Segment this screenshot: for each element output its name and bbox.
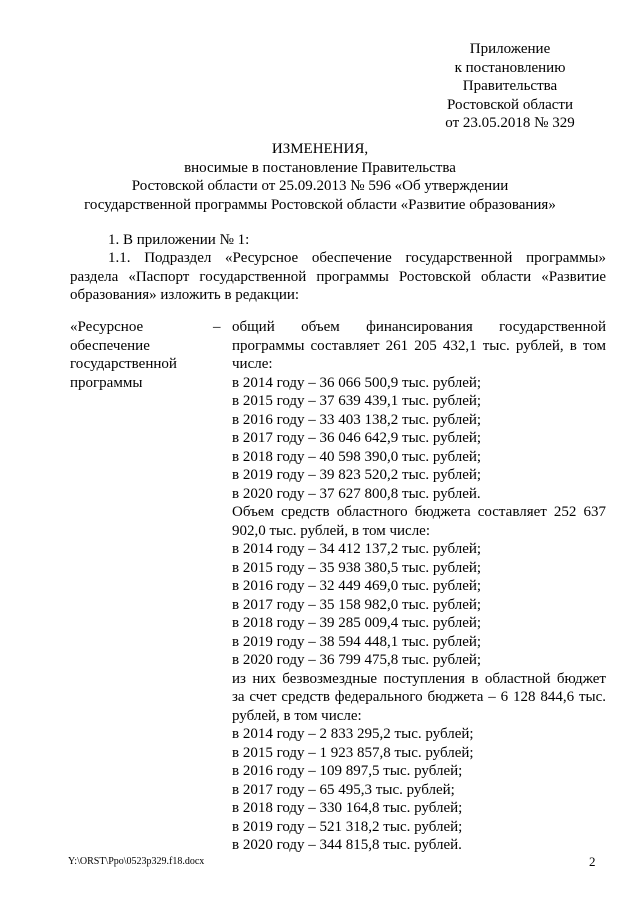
list-item: в 2018 году – 40 598 390,0 тыс. рублей; bbox=[232, 448, 482, 465]
list-item: в 2016 году – 32 449 469,0 тыс. рублей; bbox=[232, 578, 482, 594]
list-item: в 2017 году – 35 158 982,0 тыс. рублей; bbox=[232, 596, 482, 613]
heading-title: ИЗМЕНЕНИЯ, bbox=[271, 141, 369, 157]
list-item: в 2020 году – 36 799 475,8 тыс. рублей; bbox=[232, 652, 482, 668]
list-item: в 2019 году – 521 318,2 тыс. рублей; bbox=[232, 818, 463, 835]
appendix-line: к постановлению bbox=[454, 59, 566, 76]
heading-line: вносимые в постановление Правительства bbox=[184, 159, 456, 176]
list-item: в 2019 году – 38 594 448,1 тыс. рублей; bbox=[232, 633, 482, 650]
paragraph-1-1 bbox=[70, 249, 606, 305]
resource-label-line: программы bbox=[70, 374, 143, 391]
appendix-block bbox=[420, 40, 600, 133]
list-item: в 2018 году – 39 285 009,4 тыс. рублей; bbox=[232, 615, 482, 631]
resource-content bbox=[232, 318, 606, 855]
heading-line: государственной программы Ростовской области «Развитие образования» bbox=[84, 196, 556, 213]
list-item: в 2016 году – 109 897,5 тыс. рублей; bbox=[232, 763, 463, 779]
list-item: в 2017 году – 65 495,3 тыс. рублей; bbox=[232, 781, 455, 798]
federal-years-list bbox=[232, 725, 606, 855]
resource-label-line: «Ресурсное bbox=[70, 319, 144, 335]
list-item: в 2015 году – 1 923 857,8 тыс. рублей; bbox=[232, 744, 474, 761]
list-item: в 2017 году – 36 046 642,9 тыс. рублей; bbox=[232, 430, 482, 446]
list-item: в 2020 году – 344 815,8 тыс. рублей. bbox=[232, 837, 462, 853]
appendix-line: Ростовской области bbox=[447, 96, 573, 113]
paragraph-1-1-first-line: 1.1. Подраздел «Ресурсное обеспечение государственной программы» bbox=[108, 250, 606, 266]
resource-label bbox=[70, 318, 210, 392]
list-item: в 2015 году – 35 938 380,5 тыс. рублей; bbox=[232, 559, 482, 576]
resource-label-line: обеспечение bbox=[70, 337, 150, 354]
heading-line: Ростовской области от 25.09.2013 № 596 «Об утверждении bbox=[131, 178, 509, 194]
list-item: в 2015 году – 37 639 439,1 тыс. рублей; bbox=[232, 393, 482, 409]
list-item: в 2020 году – 37 627 800,8 тыс. рублей. bbox=[232, 485, 481, 502]
list-item: в 2018 году – 330 164,8 тыс. рублей; bbox=[232, 800, 463, 816]
list-item: в 2014 году – 34 412 137,2 тыс. рублей; bbox=[232, 541, 482, 557]
list-item: в 2019 году – 39 823 520,2 тыс. рублей; bbox=[232, 467, 482, 483]
resource-dash: – bbox=[213, 319, 221, 335]
appendix-line: Приложение bbox=[469, 41, 551, 57]
list-item: в 2014 году – 2 833 295,2 тыс. рублей; bbox=[232, 726, 474, 742]
regional-budget-text: Объем средств областного бюджета составляет 252 637 902,0 тыс. рублей, в том числе: bbox=[232, 504, 606, 539]
regional-years-list bbox=[232, 540, 606, 670]
footer-file-path: Y:\ORST\Ppo\0523p329.f18.docx bbox=[68, 856, 205, 867]
federal-budget-text: из них безвозмездные поступления в областной бюджет за счет средств федерального бюджета – 6 128 844,6 тыс. рублей, в том числе: bbox=[232, 670, 606, 724]
page-number: 2 bbox=[589, 854, 596, 869]
list-item: в 2014 году – 36 066 500,9 тыс. рублей; bbox=[232, 374, 482, 391]
total-years-list bbox=[232, 374, 606, 504]
document-heading bbox=[70, 140, 570, 214]
paragraph-1: 1. В приложении № 1: bbox=[108, 232, 250, 248]
appendix-line: от 23.05.2018 № 329 bbox=[445, 115, 575, 131]
list-item: в 2016 году – 33 403 138,2 тыс. рублей; bbox=[232, 411, 482, 428]
appendix-line: Правительства bbox=[462, 78, 558, 94]
resource-label-line: государственной bbox=[70, 356, 177, 372]
paragraph-1-1-rest: раздела «Паспорт государственной программы Ростовской области «Развитие образования» изложить в редакции: bbox=[70, 268, 606, 303]
total-funding-text: общий объем финансирования государственной программы составляет 261 205 432,1 тыс. рублей, в том числе: bbox=[232, 319, 606, 372]
